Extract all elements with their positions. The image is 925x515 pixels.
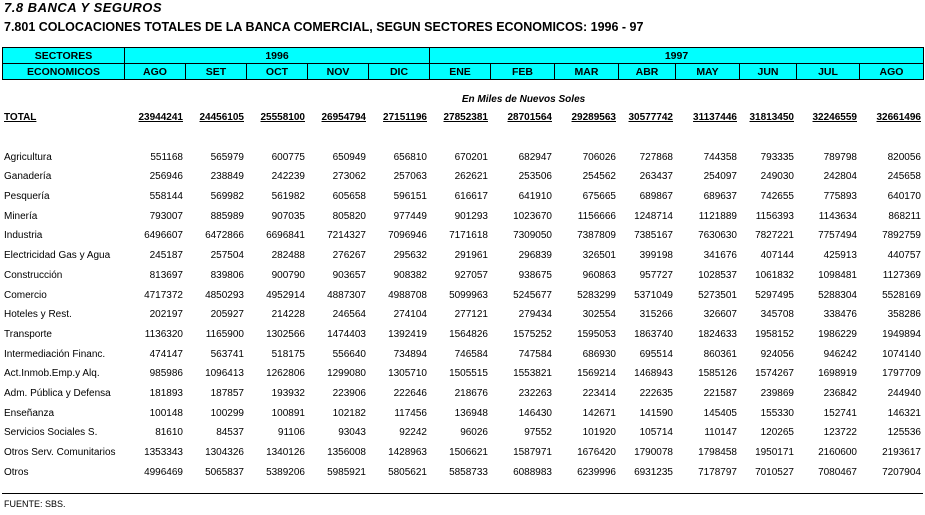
row-label: Electricidad Gas y Agua bbox=[4, 250, 111, 262]
value-cell: 5371049 bbox=[634, 289, 673, 301]
value-cell: 985986 bbox=[149, 368, 183, 380]
value-cell: 908382 bbox=[393, 269, 427, 281]
table-title: 7.801 COLOCACIONES TOTALES DE LA BANCA COMERCIAL, SEGUN SECTORES ECONOMICOS: 1996 - 97 bbox=[4, 20, 644, 34]
value-cell: 27151196 bbox=[383, 112, 427, 124]
value-cell: 1028537 bbox=[698, 269, 737, 281]
value-cell: 565979 bbox=[210, 151, 244, 163]
value-cell: 218676 bbox=[454, 387, 488, 399]
value-cell: 789798 bbox=[823, 151, 857, 163]
value-cell: 223906 bbox=[332, 387, 366, 399]
value-cell: 742655 bbox=[760, 191, 794, 203]
value-cell: 682947 bbox=[518, 151, 552, 163]
total-row bbox=[2, 108, 925, 128]
value-cell: 142671 bbox=[582, 407, 616, 419]
value-cell: 695514 bbox=[639, 348, 673, 360]
value-cell: 5065837 bbox=[205, 466, 244, 478]
table-row bbox=[2, 384, 925, 404]
value-cell: 1098481 bbox=[818, 269, 857, 281]
value-cell: 6472866 bbox=[205, 230, 244, 242]
value-cell: 1553821 bbox=[513, 368, 552, 380]
table-row bbox=[2, 403, 925, 423]
month-header: AGO bbox=[860, 64, 924, 80]
value-cell: 117456 bbox=[394, 407, 427, 419]
month-header: AGO bbox=[125, 64, 186, 80]
value-cell: 5985921 bbox=[327, 466, 366, 478]
value-cell: 257504 bbox=[210, 250, 244, 262]
value-cell: 276267 bbox=[332, 250, 366, 262]
value-cell: 4996469 bbox=[144, 466, 183, 478]
value-cell: 277121 bbox=[454, 309, 488, 321]
value-cell: 689867 bbox=[639, 191, 673, 203]
value-cell: 1505515 bbox=[449, 368, 488, 380]
value-cell: 7385167 bbox=[634, 230, 673, 242]
value-cell: 6496607 bbox=[144, 230, 183, 242]
value-cell: 793335 bbox=[760, 151, 794, 163]
value-cell: 84537 bbox=[216, 427, 244, 439]
row-label: Intermediación Financ. bbox=[4, 348, 106, 360]
value-cell: 1797709 bbox=[882, 368, 921, 380]
month-header: ABR bbox=[619, 64, 676, 80]
value-cell: 302554 bbox=[582, 309, 616, 321]
table-row bbox=[2, 423, 925, 443]
row-label: Servicios Sociales S. bbox=[4, 427, 98, 439]
value-cell: 100148 bbox=[149, 407, 183, 419]
value-cell: 563741 bbox=[210, 348, 244, 360]
value-cell: 96026 bbox=[460, 427, 488, 439]
value-cell: 1958152 bbox=[755, 328, 794, 340]
value-cell: 1305710 bbox=[388, 368, 427, 380]
value-cell: 1143634 bbox=[818, 210, 857, 222]
value-cell: 101920 bbox=[582, 427, 616, 439]
value-cell: 254097 bbox=[703, 171, 737, 183]
month-header: JUN bbox=[740, 64, 797, 80]
value-cell: 358286 bbox=[887, 309, 921, 321]
header-year-1997: 1997 bbox=[430, 48, 924, 64]
value-cell: 1574267 bbox=[755, 368, 794, 380]
value-cell: 262621 bbox=[454, 171, 488, 183]
value-cell: 29289563 bbox=[571, 112, 616, 124]
value-cell: 5389206 bbox=[266, 466, 305, 478]
month-header: DIC bbox=[369, 64, 430, 80]
table-row bbox=[2, 187, 925, 207]
value-cell: 1863740 bbox=[634, 328, 673, 340]
value-cell: 253506 bbox=[518, 171, 552, 183]
value-cell: 242804 bbox=[823, 171, 857, 183]
value-cell: 4988708 bbox=[388, 289, 427, 301]
value-cell: 1585126 bbox=[698, 368, 737, 380]
value-cell: 338476 bbox=[823, 309, 857, 321]
value-cell: 1468943 bbox=[634, 368, 673, 380]
table-row bbox=[2, 226, 925, 246]
value-cell: 123722 bbox=[823, 427, 857, 439]
value-cell: 977449 bbox=[393, 210, 427, 222]
value-cell: 5288304 bbox=[818, 289, 857, 301]
value-cell: 6239996 bbox=[577, 466, 616, 478]
value-cell: 5099963 bbox=[449, 289, 488, 301]
value-cell: 600775 bbox=[271, 151, 305, 163]
value-cell: 868211 bbox=[888, 210, 921, 222]
value-cell: 263437 bbox=[639, 171, 673, 183]
value-cell: 93043 bbox=[338, 427, 366, 439]
value-cell: 2160600 bbox=[818, 447, 857, 459]
value-cell: 4952914 bbox=[266, 289, 305, 301]
value-cell: 296839 bbox=[518, 250, 552, 262]
value-cell: 1474403 bbox=[327, 328, 366, 340]
value-cell: 1428963 bbox=[388, 447, 427, 459]
value-cell: 518175 bbox=[271, 348, 305, 360]
value-cell: 291961 bbox=[454, 250, 488, 262]
value-cell: 100891 bbox=[271, 407, 305, 419]
value-cell: 569982 bbox=[210, 191, 244, 203]
value-cell: 24456105 bbox=[199, 112, 244, 124]
value-cell: 100299 bbox=[210, 407, 244, 419]
value-cell: 205927 bbox=[210, 309, 244, 321]
value-cell: 125536 bbox=[887, 427, 921, 439]
value-cell: 81610 bbox=[155, 427, 183, 439]
value-cell: 1564826 bbox=[449, 328, 488, 340]
value-cell: 1096413 bbox=[205, 368, 244, 380]
table-row bbox=[2, 246, 925, 266]
value-cell: 315266 bbox=[639, 309, 673, 321]
value-cell: 960863 bbox=[582, 269, 616, 281]
value-cell: 4850293 bbox=[205, 289, 244, 301]
value-cell: 1156393 bbox=[755, 210, 794, 222]
value-cell: 1127369 bbox=[882, 269, 921, 281]
table-row bbox=[2, 266, 925, 286]
value-cell: 257063 bbox=[393, 171, 427, 183]
month-header: SET bbox=[186, 64, 247, 80]
row-label: Pesquería bbox=[4, 191, 50, 203]
value-cell: 900790 bbox=[271, 269, 305, 281]
table-row bbox=[2, 443, 925, 463]
value-cell: 7630630 bbox=[698, 230, 737, 242]
row-label: Otros bbox=[4, 466, 29, 478]
value-cell: 706026 bbox=[582, 151, 616, 163]
value-cell: 901293 bbox=[454, 210, 488, 222]
header-year-1996: 1996 bbox=[125, 48, 430, 64]
value-cell: 1575252 bbox=[513, 328, 552, 340]
value-cell: 256946 bbox=[149, 171, 183, 183]
value-cell: 1356008 bbox=[327, 447, 366, 459]
value-cell: 746584 bbox=[454, 348, 488, 360]
value-cell: 345708 bbox=[760, 309, 794, 321]
value-cell: 727868 bbox=[639, 151, 673, 163]
spacer-row bbox=[2, 128, 925, 148]
value-cell: 1595053 bbox=[577, 328, 616, 340]
value-cell: 31813450 bbox=[749, 112, 794, 124]
value-cell: 1136320 bbox=[144, 328, 183, 340]
value-cell: 146430 bbox=[518, 407, 552, 419]
row-label: Comercio bbox=[4, 289, 47, 301]
value-cell: 747584 bbox=[518, 348, 552, 360]
month-header: FEB bbox=[491, 64, 555, 80]
value-cell: 7309050 bbox=[513, 230, 552, 242]
value-cell: 236842 bbox=[823, 387, 857, 399]
value-cell: 274104 bbox=[393, 309, 427, 321]
value-cell: 1798458 bbox=[698, 447, 737, 459]
value-cell: 656810 bbox=[393, 151, 427, 163]
value-cell: 616617 bbox=[454, 191, 488, 203]
value-cell: 23944241 bbox=[138, 112, 183, 124]
table-row bbox=[2, 285, 925, 305]
value-cell: 25558100 bbox=[260, 112, 305, 124]
row-label: Act.Inmob.Emp.y Alq. bbox=[4, 368, 100, 380]
value-cell: 7096946 bbox=[388, 230, 427, 242]
value-cell: 1302566 bbox=[266, 328, 305, 340]
value-cell: 28701564 bbox=[507, 112, 552, 124]
value-cell: 27852381 bbox=[443, 112, 488, 124]
value-cell: 152741 bbox=[823, 407, 857, 419]
value-cell: 193932 bbox=[271, 387, 305, 399]
value-cell: 120265 bbox=[760, 427, 794, 439]
value-cell: 245187 bbox=[149, 250, 183, 262]
value-cell: 903657 bbox=[332, 269, 366, 281]
value-cell: 1569214 bbox=[577, 368, 616, 380]
value-cell: 282488 bbox=[271, 250, 305, 262]
table-row bbox=[2, 305, 925, 325]
value-cell: 399198 bbox=[639, 250, 673, 262]
value-cell: 1698919 bbox=[818, 368, 857, 380]
value-cell: 92242 bbox=[399, 427, 427, 439]
value-cell: 927057 bbox=[454, 269, 488, 281]
value-cell: 242239 bbox=[271, 171, 305, 183]
row-label: Ganadería bbox=[4, 171, 52, 183]
value-cell: 32661496 bbox=[876, 112, 921, 124]
value-cell: 650949 bbox=[332, 151, 366, 163]
value-cell: 102182 bbox=[332, 407, 366, 419]
value-cell: 1121889 bbox=[698, 210, 737, 222]
value-cell: 820056 bbox=[887, 151, 921, 163]
value-cell: 839806 bbox=[210, 269, 244, 281]
value-cell: 145405 bbox=[703, 407, 737, 419]
value-cell: 686930 bbox=[582, 348, 616, 360]
value-cell: 6088983 bbox=[513, 466, 552, 478]
value-cell: 556640 bbox=[332, 348, 366, 360]
value-cell: 7827221 bbox=[755, 230, 794, 242]
value-cell: 221587 bbox=[703, 387, 737, 399]
value-cell: 7757494 bbox=[818, 230, 857, 242]
value-cell: 222646 bbox=[393, 387, 427, 399]
value-cell: 7178797 bbox=[698, 466, 737, 478]
footer-rule bbox=[2, 493, 923, 494]
value-cell: 326501 bbox=[582, 250, 616, 262]
table-row bbox=[2, 364, 925, 384]
month-header: OCT bbox=[247, 64, 308, 80]
value-cell: 5273501 bbox=[698, 289, 737, 301]
value-cell: 110147 bbox=[704, 427, 737, 439]
value-cell: 561982 bbox=[271, 191, 305, 203]
value-cell: 1986229 bbox=[818, 328, 857, 340]
value-cell: 1587971 bbox=[513, 447, 552, 459]
value-cell: 7214327 bbox=[327, 230, 366, 242]
row-label: Adm. Pública y Defensa bbox=[4, 387, 111, 399]
value-cell: 26954794 bbox=[321, 112, 366, 124]
value-cell: 425913 bbox=[823, 250, 857, 262]
units-label: En Miles de Nuevos Soles bbox=[461, 93, 586, 105]
table-row bbox=[2, 325, 925, 345]
source-note: FUENTE: SBS. bbox=[4, 499, 66, 509]
value-cell: 254562 bbox=[582, 171, 616, 183]
value-cell: 407144 bbox=[760, 250, 794, 262]
row-label: Enseñanza bbox=[4, 407, 55, 419]
value-cell: 1061832 bbox=[755, 269, 794, 281]
month-header: ENE bbox=[430, 64, 491, 80]
value-cell: 946242 bbox=[823, 348, 857, 360]
value-cell: 793007 bbox=[149, 210, 183, 222]
value-cell: 245658 bbox=[887, 171, 921, 183]
value-cell: 141590 bbox=[639, 407, 673, 419]
value-cell: 146321 bbox=[887, 407, 921, 419]
table-row bbox=[2, 147, 925, 167]
value-cell: 32246559 bbox=[812, 112, 857, 124]
table-row bbox=[2, 344, 925, 364]
value-cell: 744358 bbox=[703, 151, 737, 163]
value-cell: 734894 bbox=[393, 348, 427, 360]
value-cell: 1156666 bbox=[577, 210, 616, 222]
value-cell: 214228 bbox=[271, 309, 305, 321]
value-cell: 440757 bbox=[887, 250, 921, 262]
value-cell: 6931235 bbox=[634, 466, 673, 478]
value-cell: 5805621 bbox=[388, 466, 427, 478]
value-cell: 474147 bbox=[149, 348, 183, 360]
value-cell: 1262806 bbox=[266, 368, 305, 380]
row-label: Construcción bbox=[4, 269, 63, 281]
table-row bbox=[2, 462, 925, 482]
value-cell: 775893 bbox=[823, 191, 857, 203]
value-cell: 1790078 bbox=[634, 447, 673, 459]
value-cell: 4717372 bbox=[144, 289, 183, 301]
header-sectores-line1: SECTORES bbox=[3, 48, 125, 64]
value-cell: 6696841 bbox=[266, 230, 305, 242]
value-cell: 1949894 bbox=[882, 328, 921, 340]
value-cell: 4887307 bbox=[327, 289, 366, 301]
value-cell: 2193617 bbox=[882, 447, 921, 459]
value-cell: 249030 bbox=[760, 171, 794, 183]
value-cell: 1248714 bbox=[634, 210, 673, 222]
row-label: TOTAL bbox=[4, 112, 37, 124]
value-cell: 938675 bbox=[518, 269, 552, 281]
value-cell: 1950171 bbox=[755, 447, 794, 459]
value-cell: 813697 bbox=[149, 269, 183, 281]
table-row bbox=[2, 206, 925, 226]
value-cell: 341676 bbox=[703, 250, 737, 262]
row-label: Agricultura bbox=[4, 151, 52, 163]
value-cell: 202197 bbox=[149, 309, 183, 321]
value-cell: 957727 bbox=[639, 269, 673, 281]
value-cell: 1676420 bbox=[577, 447, 616, 459]
month-header: JUL bbox=[797, 64, 860, 80]
value-cell: 551168 bbox=[150, 151, 183, 163]
row-label: Transporte bbox=[4, 328, 52, 340]
table-header bbox=[2, 47, 924, 80]
value-cell: 273062 bbox=[332, 171, 366, 183]
value-cell: 7080467 bbox=[818, 466, 857, 478]
value-cell: 1304326 bbox=[205, 447, 244, 459]
value-cell: 222635 bbox=[639, 387, 673, 399]
value-cell: 155330 bbox=[760, 407, 794, 419]
value-cell: 675665 bbox=[582, 191, 616, 203]
value-cell: 689637 bbox=[703, 191, 737, 203]
value-cell: 1023670 bbox=[513, 210, 552, 222]
value-cell: 223414 bbox=[582, 387, 616, 399]
value-cell: 7387809 bbox=[577, 230, 616, 242]
value-cell: 907035 bbox=[271, 210, 305, 222]
value-cell: 136948 bbox=[454, 407, 488, 419]
value-cell: 232263 bbox=[518, 387, 552, 399]
value-cell: 91106 bbox=[277, 427, 305, 439]
value-cell: 1392419 bbox=[388, 328, 427, 340]
value-cell: 1353343 bbox=[144, 447, 183, 459]
value-cell: 295632 bbox=[393, 250, 427, 262]
value-cell: 1824633 bbox=[698, 328, 737, 340]
value-cell: 596151 bbox=[393, 191, 427, 203]
value-cell: 924056 bbox=[760, 348, 794, 360]
value-cell: 1299080 bbox=[327, 368, 366, 380]
value-cell: 31137446 bbox=[693, 112, 737, 124]
value-cell: 640170 bbox=[887, 191, 921, 203]
value-cell: 7207904 bbox=[882, 466, 921, 478]
month-header: MAR bbox=[555, 64, 619, 80]
value-cell: 805820 bbox=[332, 210, 366, 222]
value-cell: 7892759 bbox=[882, 230, 921, 242]
value-cell: 885989 bbox=[210, 210, 244, 222]
value-cell: 105714 bbox=[639, 427, 673, 439]
value-cell: 326607 bbox=[703, 309, 737, 321]
value-cell: 279434 bbox=[518, 309, 552, 321]
month-header: NOV bbox=[308, 64, 369, 80]
value-cell: 246564 bbox=[332, 309, 366, 321]
value-cell: 244940 bbox=[887, 387, 921, 399]
value-cell: 5297495 bbox=[755, 289, 794, 301]
value-cell: 1074140 bbox=[882, 348, 921, 360]
month-header: MAY bbox=[676, 64, 740, 80]
value-cell: 1340126 bbox=[266, 447, 305, 459]
value-cell: 97552 bbox=[524, 427, 552, 439]
value-cell: 187857 bbox=[210, 387, 244, 399]
value-cell: 7010527 bbox=[755, 466, 794, 478]
value-cell: 5858733 bbox=[449, 466, 488, 478]
data-table bbox=[2, 90, 925, 482]
value-cell: 7171618 bbox=[449, 230, 488, 242]
row-label: Industria bbox=[4, 230, 43, 242]
row-label: Minería bbox=[4, 210, 38, 222]
section-title: 7.8 BANCA Y SEGUROS bbox=[4, 0, 163, 15]
value-cell: 860361 bbox=[703, 348, 737, 360]
table-row bbox=[2, 167, 925, 187]
value-cell: 5245677 bbox=[513, 289, 552, 301]
value-cell: 5528169 bbox=[882, 289, 921, 301]
value-cell: 605658 bbox=[332, 191, 366, 203]
value-cell: 238849 bbox=[210, 171, 244, 183]
value-cell: 5283299 bbox=[577, 289, 616, 301]
row-label: Hoteles y Rest. bbox=[4, 309, 72, 321]
value-cell: 1506621 bbox=[449, 447, 488, 459]
value-cell: 30577742 bbox=[628, 112, 673, 124]
value-cell: 239869 bbox=[760, 387, 794, 399]
row-label: Otros Serv. Comunitarios bbox=[4, 447, 116, 459]
header-sectores-line2: ECONOMICOS bbox=[3, 64, 125, 80]
value-cell: 641910 bbox=[518, 191, 552, 203]
value-cell: 558144 bbox=[149, 191, 183, 203]
value-cell: 1165900 bbox=[205, 328, 244, 340]
value-cell: 670201 bbox=[454, 151, 488, 163]
value-cell: 181893 bbox=[149, 387, 183, 399]
